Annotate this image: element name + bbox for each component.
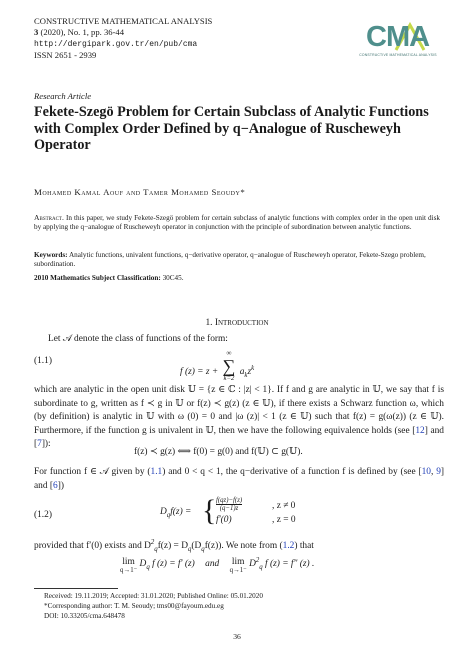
eq1-coef: a xyxy=(239,367,245,378)
limit-2-sub: q→1⁻ xyxy=(229,567,247,574)
paragraph-intro: Let 𝒜 denote the class of functions of the form: xyxy=(48,334,228,344)
equation-number: (1.1) xyxy=(34,356,52,366)
journal-logo xyxy=(352,22,444,62)
p4-text-c: (D xyxy=(191,541,202,552)
eq1-term xyxy=(239,365,255,380)
equation-ref-link[interactable]: 1.1 xyxy=(150,467,163,477)
limit-2-op-sub: q xyxy=(259,564,263,571)
doi-footnote[interactable]: DOI: 10.33205/cma.648478 xyxy=(44,611,125,620)
p4-sub: q xyxy=(154,546,158,553)
limit-1-rhs: f (z) = f′ (z) xyxy=(152,559,195,570)
eq2-d-sub: q xyxy=(166,511,171,519)
eq1-var: z xyxy=(247,367,252,378)
sum-sign-icon: ∑ xyxy=(222,356,236,376)
p4-text-a: provided that f′(0) exists and D xyxy=(34,541,151,552)
limit-1-sub: q→1⁻ xyxy=(120,567,138,574)
eq2-lhs-rest: f(z) = xyxy=(170,507,192,517)
limit-2 xyxy=(230,557,247,574)
equation-number: (1.2) xyxy=(34,510,52,520)
eq1-var-sup: k xyxy=(251,365,255,373)
abstract-text: In this paper, we study Fekete-Szegö problem for certain subclass of analytic functions with complex order in the open unit disk by applying the q−analogue of Ruscheweyh operator in conjunction with the principle of subordination between analytic functions. xyxy=(34,214,441,232)
article-title: Fekete-Szegö Problem for Certain Subclass of Analytic Functions with Complex Order Defined by q−Analogue of Ruscheweyh Operator xyxy=(34,104,429,154)
issue-info: (2020), No. 1, pp. 36-44 xyxy=(40,27,124,38)
logo-subtitle: CONSTRUCTIVE MATHEMATICAL ANALYSIS xyxy=(359,53,437,57)
limit-1-label: lim xyxy=(122,557,135,567)
paragraph-subordination xyxy=(34,384,444,452)
section-title: Introduction xyxy=(214,318,269,328)
p3-text-c: ] and [ xyxy=(34,467,444,491)
keywords xyxy=(34,251,440,269)
eq2-d: D xyxy=(160,507,167,517)
limit-and: and xyxy=(205,559,220,570)
section-heading xyxy=(0,318,474,328)
eq1-lhs: f (z) = z + xyxy=(180,367,219,378)
paragraph-note xyxy=(34,536,444,557)
eq1-sum-lower: k=2 xyxy=(223,375,235,382)
footnote-divider xyxy=(34,588,118,589)
eq2-case2-condition: , z = 0 xyxy=(272,515,296,525)
msc-classification xyxy=(34,274,440,282)
equation-1-1 xyxy=(180,350,254,382)
limit-1-op-sub: q xyxy=(146,564,150,571)
citation-link[interactable]: 10 xyxy=(421,467,431,477)
journal-issue xyxy=(34,27,212,38)
equation-ref-link[interactable]: 1.2 xyxy=(282,541,295,552)
corresponding-footnote: *Corresponding author: T. M. Seoudy; tms00@fayoum.edu.eg xyxy=(44,601,224,610)
p4-sub3: q xyxy=(201,546,205,553)
p3-sep: , xyxy=(430,467,437,477)
volume-number: 3 xyxy=(34,27,39,38)
limit-formulas xyxy=(120,557,314,574)
keywords-label: Keywords: xyxy=(34,251,68,259)
msc-code: 30C45. xyxy=(162,274,184,282)
eq1-sum xyxy=(223,350,236,382)
limit-1 xyxy=(120,557,137,574)
page-number: 36 xyxy=(233,632,241,641)
msc-label: 2010 Mathematics Subject Classification: xyxy=(34,274,161,282)
p3-text-b: ) and 0 < q < 1, the q−derivative of a function f is defined by (see [ xyxy=(162,467,422,477)
limit-2-rhs: f (z) = f″ (z) . xyxy=(265,559,315,570)
p4-sup: 2 xyxy=(150,539,155,546)
citation-link[interactable]: 9 xyxy=(436,467,441,477)
eq1-sum-upper: ∞ xyxy=(226,350,232,357)
eq2-case1-denominator: (q−1)z xyxy=(219,505,239,512)
citation-link[interactable]: 12 xyxy=(415,425,425,436)
article-type: Research Article xyxy=(34,91,92,101)
limit-2-operator: D xyxy=(249,559,256,570)
p4-sub2: q xyxy=(187,546,192,553)
article-authors: Mohamed Kamal Aouf and Tamer Mohamed Seoudy* xyxy=(34,187,246,197)
p2-text-c: ]): xyxy=(41,439,51,450)
p3-text-a: For function f ∈ 𝒜 given by ( xyxy=(34,467,151,477)
eq2-case2-value: f′(0) xyxy=(216,515,232,525)
p4-text-e: ) that xyxy=(294,541,314,552)
limit-1-operator: D xyxy=(139,559,147,570)
eq2-case1-numerator: f(qz)−f(z) xyxy=(216,497,243,504)
journal-header xyxy=(34,16,212,62)
citation-link[interactable]: 7 xyxy=(37,439,42,450)
p2-text-b: ] and [ xyxy=(34,425,444,450)
dates-footnote: Received: 19.11.2019; Accepted: 31.01.2020; Published Online: 05.01.2020 xyxy=(44,592,263,600)
paragraph-q-derivative xyxy=(34,466,444,493)
journal-url-link[interactable]: http://dergipark.gov.tr/en/pub/cma xyxy=(34,39,198,49)
p2-text-a: which are analytic in the open unit disk 𝕌 = {z ∈ ℂ : |z| < 1}. If f and g are analytic in 𝕌, we say that f is subordinate to g, written as f ≺ g in 𝕌 or f(z) ≺ g(z) (z ∈ 𝕌), if there exists a Schwarz function ω, which (by definition) is analytic in 𝕌 with ω (0) = 0 and |ω (z)| < 1 (z ∈ 𝕌) such that f(z) = g(ω(z)) (z ∈ 𝕌). Furthermore, if the function g is univalent in 𝕌, then we have the following equivalence holds (see [ xyxy=(34,385,444,436)
p4-text-d: f(z)). We note from ( xyxy=(204,541,283,552)
abstract xyxy=(34,213,440,232)
p3-text-d: ]) xyxy=(57,480,64,491)
journal-name: CONSTRUCTIVE MATHEMATICAL ANALYSIS xyxy=(34,16,213,26)
abstract-label: Abstract. xyxy=(34,213,64,222)
keywords-text: Analytic functions, univalent functions, q−derivative operator, q−analogue of Ruscheweyh operator, Fekete-Szego problem, subordination. xyxy=(34,251,426,269)
journal-issn: ISSN 2651 - 2939 xyxy=(34,50,97,61)
limit-2-op-sup: 2 xyxy=(255,557,260,564)
limit-2-label: lim xyxy=(231,557,245,567)
eq2-case1-condition: , z ≠ 0 xyxy=(272,501,296,511)
footnotes xyxy=(44,592,263,621)
eq2-lhs xyxy=(160,507,191,519)
logo-letters: CMA xyxy=(366,21,430,53)
citation-link[interactable]: 6 xyxy=(53,480,58,491)
left-brace-icon: { xyxy=(202,494,217,527)
eq2-case1-fraction xyxy=(216,497,242,512)
section-number: 1. xyxy=(205,318,213,328)
equivalence-formula: f(z) ≺ g(z) ⟺ f(0) = g(0) and f(𝕌) ⊂ g(𝕌). xyxy=(134,447,303,457)
eq1-coef-sub: k xyxy=(244,372,248,380)
p4-text-b: f(z) = D xyxy=(157,541,188,552)
